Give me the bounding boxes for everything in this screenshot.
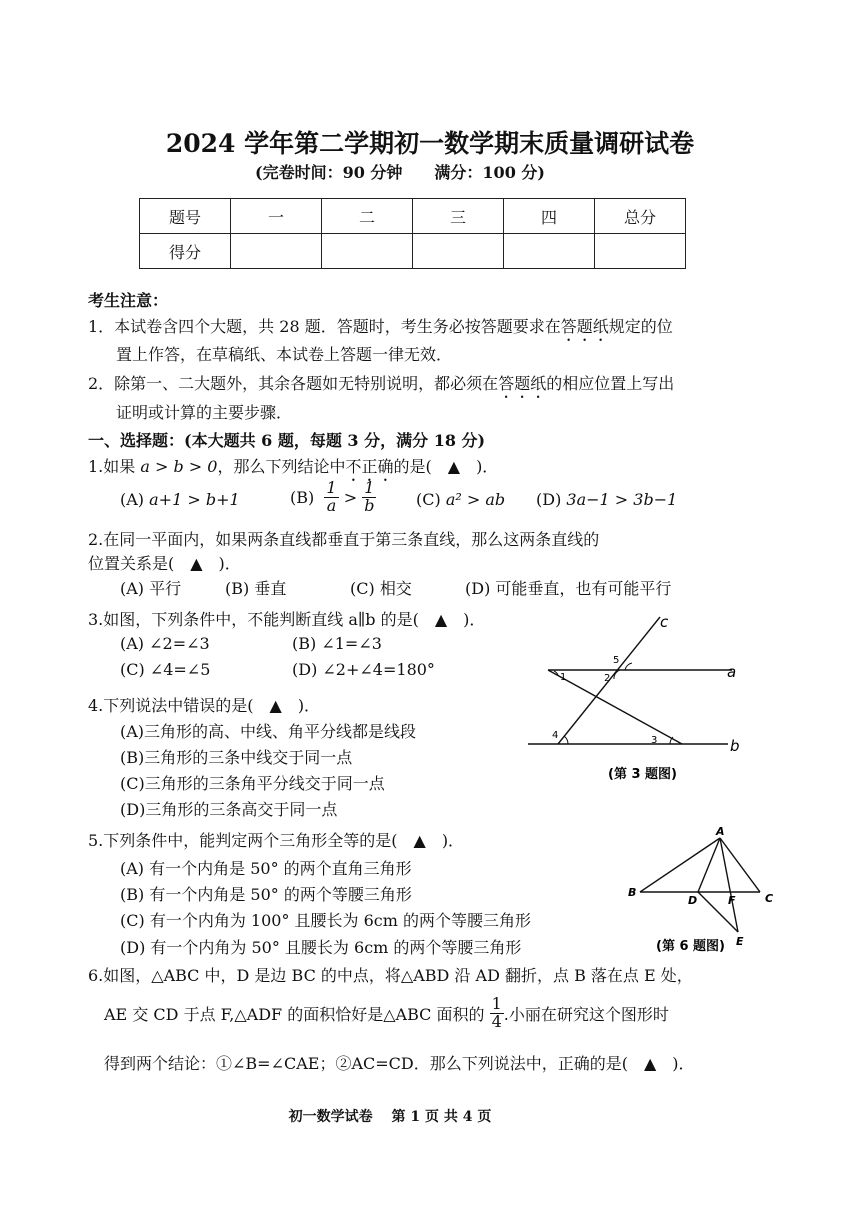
q2-stem-line1: 2.在同一平面内，如果两条直线都垂直于第三条直线，那么这两条直线的 xyxy=(88,530,600,549)
option-label: (C) xyxy=(416,490,441,509)
score-table-header-row xyxy=(140,199,686,234)
notice-emphasis: 答题纸 xyxy=(560,317,609,336)
notice-item-1-cont: 置上作答，在草稿纸、本试卷上答题一律无效． xyxy=(116,345,453,364)
q5-option-c: (C) 有一个内角为 100° 且腰长为 6cm 的两个等腰三角形 xyxy=(120,911,532,930)
q2-option-a: (A) 平行 xyxy=(120,579,182,598)
q4-stem: 4.下列说法中错误的是( ▲ )． xyxy=(88,696,321,715)
score-header-cell: 一 xyxy=(231,199,322,234)
label-F: F xyxy=(728,894,736,907)
score-header-cell: 总分 xyxy=(595,199,686,234)
fraction-numerator: 1 xyxy=(491,994,502,1013)
option-math: 3a−1 > 3b−1 xyxy=(566,490,678,509)
angle-arc xyxy=(625,663,632,670)
label-D: D xyxy=(688,894,698,907)
fraction-numerator: 1 xyxy=(362,480,376,498)
q1-math: a > b > 0 xyxy=(140,457,218,476)
q1-text: 1.如果 xyxy=(88,457,141,476)
q1-option-b xyxy=(290,480,376,515)
notice-text: 的相应位置上写出 xyxy=(546,374,675,393)
q4-option-a: (A)三角形的高、中线、角平分线都是线段 xyxy=(120,722,417,741)
score-cell xyxy=(322,234,413,269)
score-cell xyxy=(231,234,322,269)
notice-text: 规定的位 xyxy=(608,317,673,336)
notice-text: 1．本试卷含四个大题，共 28 题．答题时，考生务必按答题要求在 xyxy=(88,317,561,336)
fraction-numerator: 1 xyxy=(326,478,337,497)
score-header-cell: 三 xyxy=(413,199,504,234)
q3-option-a: (A) ∠2=∠3 xyxy=(120,634,210,653)
label-a: a xyxy=(727,663,737,681)
label-4: 4 xyxy=(552,730,559,741)
q6-figure-caption: (第 6 题图) xyxy=(656,939,725,954)
option-math: a+1 > b+1 xyxy=(149,490,240,509)
q6-figure xyxy=(620,822,780,962)
label-A: A xyxy=(716,825,725,838)
q3-figure-caption: (第 3 题图) xyxy=(608,767,677,782)
fraction xyxy=(490,996,504,1031)
score-table-score-row xyxy=(140,234,686,269)
score-header-cell: 题号 xyxy=(140,199,231,234)
notice-text: 2．除第一、二大题外，其余各题如无特别说明，都必须在 xyxy=(88,374,499,393)
notice-item-2 xyxy=(88,371,674,402)
fraction xyxy=(324,480,338,515)
exam-title: 2024 学年第二学期初一数学期末质量调研试卷 xyxy=(165,129,695,158)
q1-option-d xyxy=(536,490,677,509)
score-cell xyxy=(595,234,686,269)
segment-AC xyxy=(720,838,760,892)
option-math: a² > ab xyxy=(445,490,506,509)
q3-option-c: (C) ∠4=∠5 xyxy=(120,660,211,679)
q2-stem-line2: 位置关系是( ▲ )． xyxy=(88,554,241,573)
q4-option-d: (D)三角形的三条高交于同一点 xyxy=(120,800,338,819)
angle-arc xyxy=(614,670,620,679)
q5-option-b: (B) 有一个内角是 50° 的两个等腰三角形 xyxy=(120,885,412,904)
score-cell xyxy=(504,234,595,269)
label-5: 5 xyxy=(613,655,620,666)
score-header-cell: 二 xyxy=(322,199,413,234)
score-cell xyxy=(413,234,504,269)
q5-option-d: (D) 有一个内角为 50° 且腰长为 6cm 的两个等腰三角形 xyxy=(120,938,522,957)
q6-stem-line1: 6.如图，△ABC 中，D 是边 BC 的中点，将△ABD 沿 AD 翻折，点 B 落在点 E 处， xyxy=(88,966,693,985)
q1-option-a xyxy=(120,490,240,509)
label-1: 1 xyxy=(560,672,567,683)
score-row-label: 得分 xyxy=(140,234,231,269)
section-1-heading: 一、选择题：(本大题共 6 题，每题 3 分，满分 18 分) xyxy=(88,431,486,450)
exam-subtitle: (完卷时间：90 分钟 满分：100 分) xyxy=(255,163,545,182)
page-footer: 初一数学试卷 第 1 页 共 4 页 xyxy=(288,1109,492,1125)
label-b: b xyxy=(730,737,740,755)
q3-option-b: (B) ∠1=∠3 xyxy=(292,634,382,653)
q6-stem-line2 xyxy=(104,996,669,1031)
option-label: (A) xyxy=(120,490,145,509)
notice-item-1 xyxy=(88,314,673,345)
q1-option-c xyxy=(416,490,505,509)
option-math: > xyxy=(343,487,358,507)
label-c: c xyxy=(660,613,669,631)
label-2: 2 xyxy=(604,673,611,684)
q6-stem-line3: 得到两个结论：①∠B=∠CAE；②AC=CD．那么下列说法中，正确的是( ▲ )． xyxy=(104,1054,695,1073)
q2-option-d: (D) 可能垂直，也有可能平行 xyxy=(465,579,672,598)
notice-item-2-cont: 证明或计算的主要步骤． xyxy=(116,403,293,422)
q5-option-a: (A) 有一个内角是 50° 的两个直角三角形 xyxy=(120,859,412,878)
q5-stem: 5.下列条件中，能判定两个三角形全等的是( ▲ )． xyxy=(88,831,465,850)
label-E: E xyxy=(736,935,744,948)
q2-option-c: (C) 相交 xyxy=(350,579,412,598)
option-label: (D) xyxy=(536,490,562,509)
notice-emphasis: 答题纸 xyxy=(498,374,547,393)
fraction-denominator: a xyxy=(326,495,337,515)
segment-AE xyxy=(720,838,738,932)
angle-arc xyxy=(564,736,568,744)
q4-option-c: (C)三角形的三条角平分线交于同一点 xyxy=(120,774,385,793)
label-3: 3 xyxy=(651,735,658,746)
q1-text: ，那么下列结论中 xyxy=(217,457,346,476)
q6-text: .小丽在研究这个图形时 xyxy=(503,1004,669,1024)
score-header-cell: 四 xyxy=(504,199,595,234)
fraction-denominator: 4 xyxy=(491,1011,502,1031)
q1-text: 的是( ▲ )． xyxy=(393,457,499,476)
label-B: B xyxy=(628,886,637,899)
option-label: (B) xyxy=(290,487,315,507)
score-table xyxy=(139,198,686,269)
q1-emphasis: 不正确 xyxy=(345,457,394,476)
segment-AB xyxy=(640,838,720,892)
q2-option-b: (B) 垂直 xyxy=(225,579,287,598)
q4-option-b: (B)三角形的三条中线交于同一点 xyxy=(120,748,353,767)
label-C: C xyxy=(765,892,774,905)
fraction-denominator: b xyxy=(364,495,375,515)
q3-stem: 3.如图，下列条件中，不能判断直线 a∥b 的是( ▲ )． xyxy=(88,610,486,629)
q3-option-d: (D) ∠2+∠4=180° xyxy=(292,660,435,679)
q6-text: AE 交 CD 于点 F,△ADF 的面积恰好是△ABC 面积的 xyxy=(104,1004,485,1024)
transversal-line xyxy=(548,670,682,744)
notice-heading: 考生注意： xyxy=(88,291,169,310)
q3-figure xyxy=(520,605,760,805)
fraction xyxy=(362,480,376,515)
